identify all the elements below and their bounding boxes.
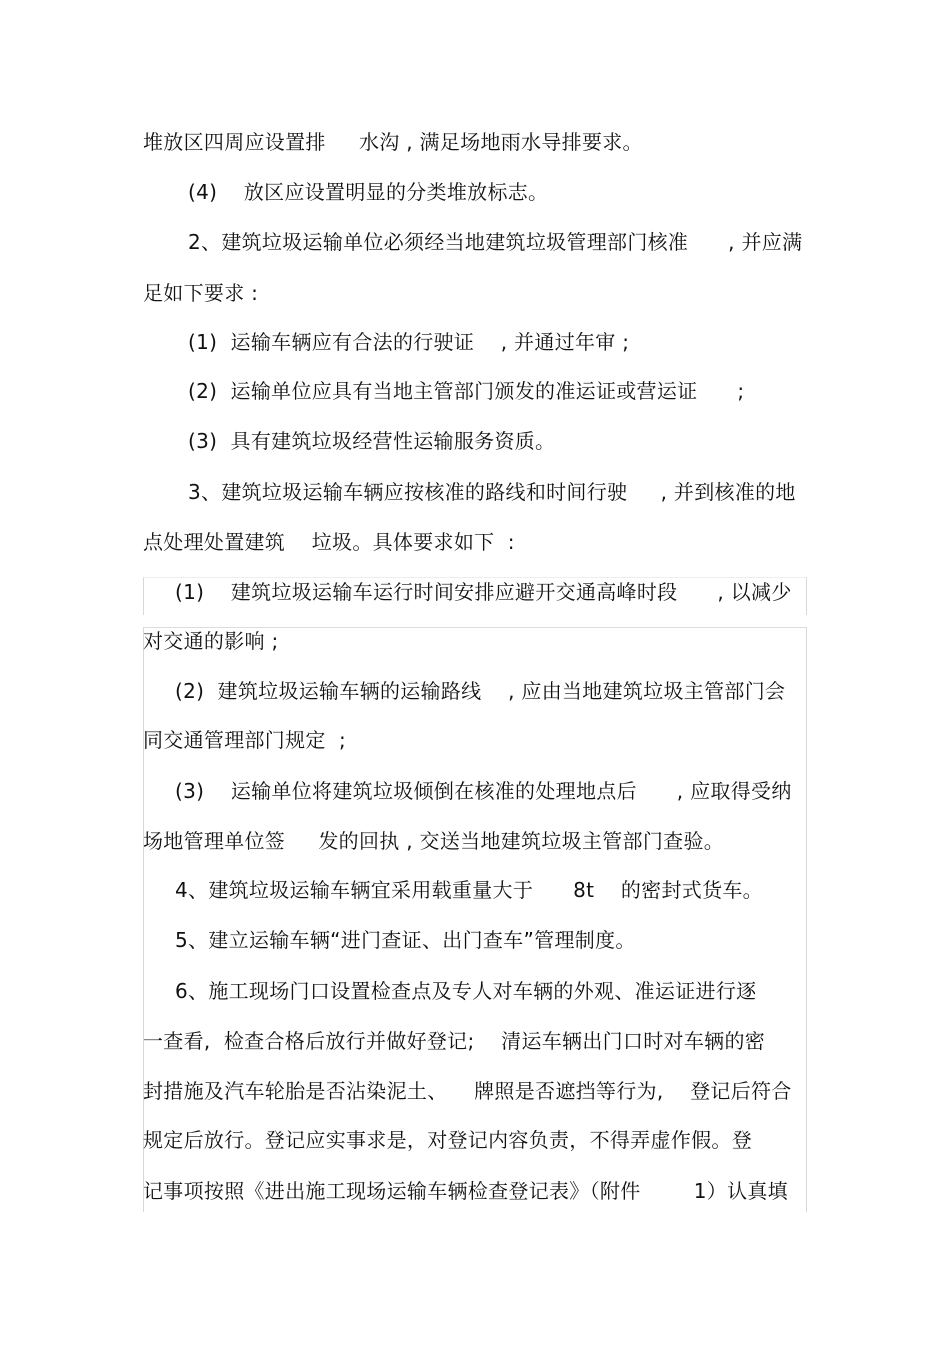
text-line: 对交通的影响 ; bbox=[143, 629, 279, 653]
text-line: 点处理处置建筑 垃圾。具体要求如下 : bbox=[143, 530, 515, 554]
text-line: (1) 建筑垃圾运输车运行时间安排应避开交通高峰时段 , 以减少 bbox=[175, 580, 792, 604]
text-line: 同交通管理部门规定 ; bbox=[143, 728, 347, 752]
text-line: 场地管理单位签 发的回执 , 交送当地建筑垃圾主管部门查验。 bbox=[143, 829, 725, 853]
text-line: (2) 建筑垃圾运输车辆的运输路线 , 应由当地建筑垃圾主管部门会 bbox=[175, 679, 786, 703]
text-line: 3、建筑垃圾运输车辆应按核准的路线和时间行驶 , 并到核准的地 bbox=[188, 480, 796, 504]
text-line: (4) 放区应设置明显的分类堆放标志。 bbox=[188, 180, 549, 204]
text-line: (1) 运输车辆应有合法的行驶证 , 并通过年审 ; bbox=[188, 330, 630, 354]
text-line: 4、建筑垃圾运输车辆宜采用载重量大于 8t 的密封式货车。 bbox=[175, 878, 763, 902]
text-line: (3) 具有建筑垃圾经营性运输服务资质。 bbox=[188, 429, 556, 453]
text-line: (3) 运输单位将建筑垃圾倾倒在核准的处理地点后 , 应取得受纳 bbox=[175, 779, 792, 803]
text-line: 堆放区四周应设置排 水沟 , 满足场地雨水导排要求。 bbox=[143, 130, 643, 154]
text-line: 5、建立运输车辆“进门查证、出门查车”管理制度。 bbox=[175, 928, 636, 952]
text-line: 记事项按照《进出施工现场运输车辆检查登记表》（附件 1）认真填 bbox=[143, 1179, 788, 1203]
text-line: 2、建筑垃圾运输单位必须经当地建筑垃圾管理部门核准 , 并应满 bbox=[188, 230, 803, 254]
text-line: 封措施及汽车轮胎是否沾染泥土、 牌照是否遮挡等行为, 登记后符合 bbox=[143, 1079, 792, 1103]
text-line: 足如下要求 : bbox=[143, 281, 259, 305]
text-line: 规定后放行。登记应实事求是，对登记内容负责，不得弄虚作假。登 bbox=[143, 1128, 752, 1152]
text-line: 一查看, 检查合格后放行并做好登记; 清运车辆出门口时对车辆的密 bbox=[143, 1029, 766, 1053]
text-line: 6、施工现场门口设置检查点及专人对车辆的外观、准运证进行逐 bbox=[175, 979, 757, 1003]
text-line: (2) 运输单位应具有当地主管部门颁发的准运证或营运证 ; bbox=[188, 379, 745, 403]
